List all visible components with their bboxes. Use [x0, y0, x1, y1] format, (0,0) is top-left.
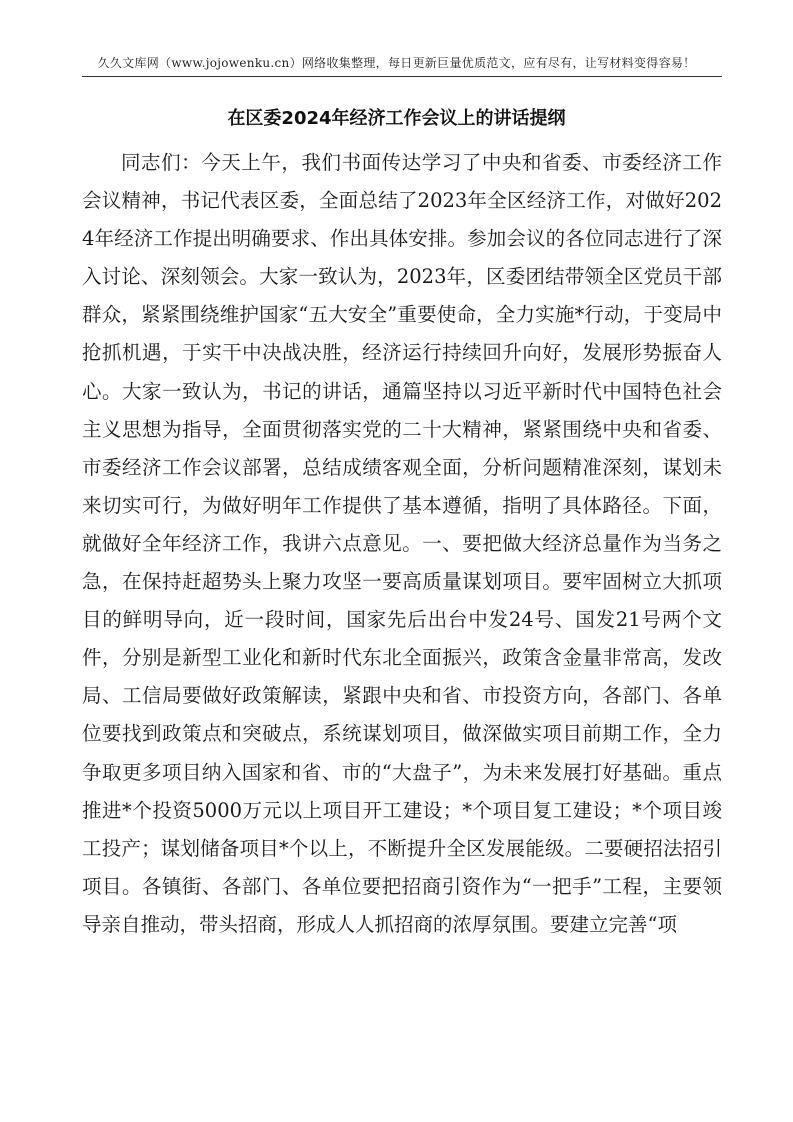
- document-title: 在区委2024年经济工作会议上的讲话提纲: [227, 108, 566, 129]
- document-body: 同志们：今天上午，我们书面传达学习了中央和省委、市委经济工作会议精神，书记代表区委，全面总结了2023年全区经济工作，对做好2024年经济工作提出明确要求、作出具体安排。参加会议的各位同志进行了深入讨论、深刻领会。大家一致认为，2023年，区委团结带领全区党员干部群众，紧紧围绕维护国家“五大安全”重要使命，全力实施*行动，于变局中抢抓机遇，于实干中决战决胜，经济运行持续回升向好，发展形势振奋人心。大家一致认为，书记的讲话，通篇坚持以习近平新时代中国特色社会主义思想为指导，全面贯彻落实党的二十大精神，紧紧围绕中央和省委、市委经济工作会议部署，总结成绩客观全面，分析问题精准深刻，谋划未来切实可行，为做好明年工作提供了基本遵循，指明了具体路径。下面，就做好全年经济工作，我讲六点意见。一、要把做大经济总量作为当务之急，在保持赶超势头上聚力攻坚一要高质量谋划项目。要牢固树立大抓项目的鲜明导向，近一段时间，国家先后出台中发24号、国发21号两个文件，分别是新型工业化和新时代东北全面振兴，政策含金量非常高，发改局、工信局要做好政策解读，紧跟中央和省、市投资方向，各部门、各单位要找到政策点和突破点，系统谋划项目，做深做实项目前期工作，全力争取更多项目纳入国家和省、市的“大盘子”，为未来发展打好基础。重点推进*个投资5000万元以上项目开工建设；*个项目复工建设；*个项目竣工投产；谋划储备项目*个以上，不断提升全区发展能级。二要硬招法招引项目。各镇街、各部门、各单位要把招商引资作为“一把手”工程，主要领导亲自推动，带头招商，形成人人抓招商的浓厚氛围。要建立完善“项: [82, 151, 722, 936]
- header-divider: [82, 76, 722, 77]
- header-note: 久久文库网（www.jojowenku.cn）网络收集整理，每日更新巨量优质范文，应有尽有，让写材料变得容易！: [97, 56, 696, 70]
